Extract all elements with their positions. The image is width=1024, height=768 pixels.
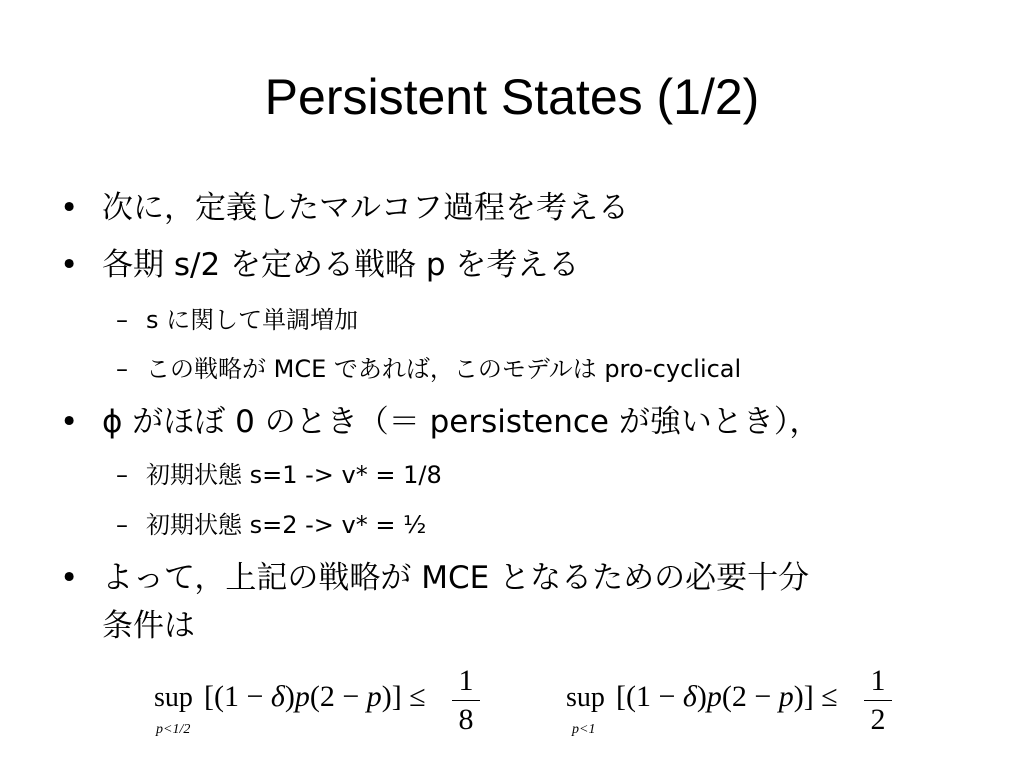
- bullet-item: [60, 400, 820, 444]
- bullet-marker: •: [60, 404, 79, 440]
- slide-title: Persistent States (1/2): [264, 69, 760, 125]
- sub-bullet-marker: –: [116, 511, 128, 539]
- bullet-text: 各期 s/2 を定める戦略 p を考える: [102, 247, 580, 283]
- bullet-marker: •: [60, 560, 79, 596]
- sub-bullet-text: 初期状態 s=1 -> v* = 1/8: [146, 461, 442, 489]
- bullet-item: [60, 186, 629, 230]
- sub-bullet-item: [116, 303, 358, 337]
- fraction-bar: [864, 700, 892, 701]
- formula-expression: [(1 − δ)p(2 − p)] ≤: [204, 680, 426, 713]
- sub-bullet-text: 初期状態 s=2 -> v* = ½: [146, 511, 427, 539]
- fraction-numerator: 1: [458, 664, 474, 697]
- formula-fraction: [864, 664, 892, 737]
- sub-bullet-item: [116, 458, 442, 492]
- fraction-denominator: 8: [458, 703, 474, 736]
- bullet-text: よって，上記の戦略が MCE となるための必要十分: [102, 560, 810, 596]
- formula-operator: sup: [154, 682, 193, 713]
- formula-subscript: p<1: [572, 722, 596, 737]
- bullet-text: 次に，定義したマルコフ過程を考える: [102, 190, 629, 226]
- sub-bullet-text: この戦略が MCE であれば，このモデルは pro-cyclical: [146, 355, 742, 383]
- formula-sup-one: [564, 664, 894, 754]
- bullet-marker: •: [60, 247, 79, 283]
- sub-bullet-marker: –: [116, 306, 128, 334]
- bullet-continuation: 条件は: [102, 608, 195, 644]
- sub-bullet-item: [116, 352, 741, 386]
- bullet-text: ϕ がほぼ 0 のとき（＝ persistence が強いとき），: [102, 404, 821, 440]
- sub-bullet-marker: –: [116, 461, 128, 489]
- fraction-numerator: 1: [870, 664, 886, 697]
- bullet-item: [60, 243, 579, 287]
- fraction-bar: [452, 700, 480, 701]
- formula-expression: [(1 − δ)p(2 − p)] ≤: [616, 680, 838, 713]
- formula-operator: sup: [566, 682, 605, 713]
- bullet-marker: •: [60, 190, 79, 226]
- bullet-item: [60, 556, 809, 600]
- formula-sup-half: [152, 664, 482, 754]
- formula-fraction: [452, 664, 480, 737]
- fraction-denominator: 2: [870, 703, 886, 736]
- sub-bullet-marker: –: [116, 355, 128, 383]
- formula-subscript: p<1/2: [156, 722, 191, 737]
- sub-bullet-text: s に関して単調増加: [146, 306, 359, 334]
- sub-bullet-item: [116, 508, 426, 542]
